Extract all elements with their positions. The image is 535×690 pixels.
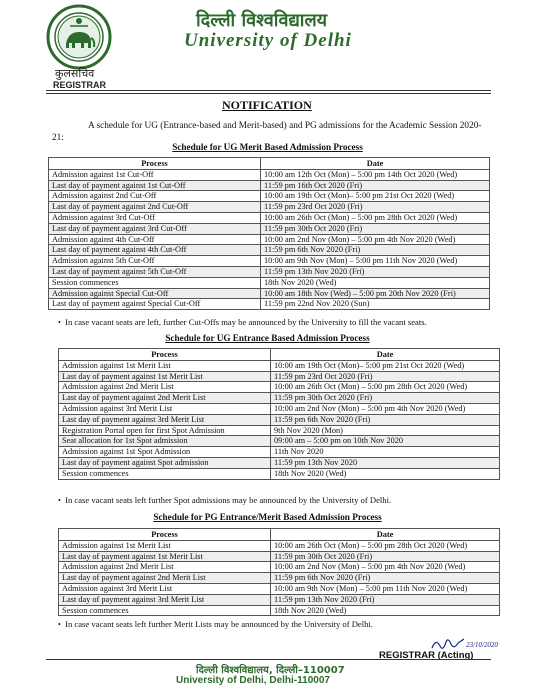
ug-merit-note: [58, 317, 427, 327]
date-cell: 10:00 am 2nd Nov (Mon) – 5:00 pm 4th Nov 2020 (Wed): [271, 403, 500, 414]
table-row: [49, 299, 490, 310]
bullet-icon: •: [58, 318, 61, 327]
process-cell: Admission against 3rd Merit List: [59, 403, 271, 414]
table-row: [59, 594, 500, 605]
table-row: [49, 277, 490, 288]
table-row: [59, 425, 500, 436]
table-row: [59, 562, 500, 573]
date-cell: 11th Nov 2020: [271, 447, 500, 458]
university-name-hindi: दिल्ली विश्वविद्यालय: [196, 10, 328, 31]
ug-merit-schedule-title: Schedule for UG Merit Based Admission Process: [172, 142, 363, 152]
process-cell: Admission against 2nd Merit List: [59, 382, 271, 393]
date-cell: 10:00 am 26th Oct (Mon) – 5:00 pm 28th Oct 2020 (Wed): [261, 212, 490, 223]
ug-merit-note-text: In case vacant seats are left, further Cut-Offs may be announced by the University to fill the vacant seats.: [65, 317, 427, 327]
table-row: [59, 371, 500, 382]
process-cell: Last day of payment against Special Cut-Off: [49, 299, 261, 310]
date-cell: 11:59 pm 13th Nov 2020 (Fri): [261, 266, 490, 277]
date-cell: 10:00 am 2nd Nov (Mon) – 5:00 pm 4th Nov 2020 (Wed): [271, 562, 500, 573]
pg-note-text: In case vacant seats left further Merit Lists may be announced by the University of Delhi.: [65, 619, 373, 629]
date-cell: 9th Nov 2020 (Mon): [271, 425, 500, 436]
registrar-label-english: REGISTRAR: [53, 80, 107, 90]
table-row: [59, 382, 500, 393]
table-row: [49, 245, 490, 256]
header-divider: [46, 90, 491, 91]
process-cell: Last day of payment against 4th Cut-Off: [49, 245, 261, 256]
date-cell: 09:00 am – 5:00 pm on 10th Nov 2020: [271, 436, 500, 447]
process-cell: Admission against 1st Cut-Off: [49, 169, 261, 180]
table-row: [49, 234, 490, 245]
table-row: [59, 360, 500, 371]
process-cell: Registration Portal open for first Spot Admission: [59, 425, 271, 436]
bullet-icon: •: [58, 620, 61, 629]
date-cell: 11:59 pm 13th Nov 2020: [271, 457, 500, 468]
table-row: [59, 605, 500, 616]
process-cell: Seat allocation for 1st Spot admission: [59, 436, 271, 447]
signature-date: 23/10/2020: [466, 641, 498, 649]
table-row: [49, 212, 490, 223]
process-cell: Session commences: [59, 605, 271, 616]
process-cell: Admission against 1st Merit List: [59, 540, 271, 551]
table-row: [59, 573, 500, 584]
date-cell: 18th Nov 2020 (Wed): [271, 468, 500, 479]
process-cell: Admission against Special Cut-Off: [49, 288, 261, 299]
date-cell: 11:59 pm 22nd Nov 2020 (Sun): [261, 299, 490, 310]
university-seal-logo: [46, 4, 112, 70]
process-cell: Last day of payment against 1st Merit List: [59, 551, 271, 562]
date-cell: 10:00 am 19th Oct (Mon)– 5:00 pm 21st Oct 2020 (Wed): [261, 191, 490, 202]
registrar-label-hindi: कुलसचिव: [55, 67, 95, 80]
process-cell: Last day of payment against 1st Merit List: [59, 371, 271, 382]
table-row: [49, 288, 490, 299]
process-column-header: Process: [59, 529, 271, 541]
table-row: [49, 266, 490, 277]
process-cell: Last day of payment against 5th Cut-Off: [49, 266, 261, 277]
ug-merit-table: [48, 157, 490, 310]
table-row: [49, 202, 490, 213]
notification-intro: A schedule for UG (Entrance-based and Merit-based) and PG admissions for the Academic Session 2020-21:: [52, 121, 482, 143]
process-cell: Admission against 1st Spot Admission: [59, 447, 271, 458]
table-row: [49, 180, 490, 191]
date-column-header: Date: [271, 349, 500, 361]
process-cell: Admission against 3rd Merit List: [59, 583, 271, 594]
date-cell: 10:00 am 26th Oct (Mon) – 5:00 pm 28th Oct 2020 (Wed): [271, 540, 500, 551]
table-row: [59, 457, 500, 468]
date-column-header: Date: [261, 158, 490, 170]
process-column-header: Process: [49, 158, 261, 170]
date-cell: 11:59 pm 30th Oct 2020 (Fri): [271, 551, 500, 562]
process-cell: Last day of payment against 1st Cut-Off: [49, 180, 261, 191]
date-cell: 18th Nov 2020 (Wed): [261, 277, 490, 288]
footer-address-hindi: दिल्ली विश्वविद्यालय, दिल्ली–110007: [196, 665, 345, 676]
date-cell: 11:59 pm 6th Nov 2020 (Fri): [261, 245, 490, 256]
date-column-header: Date: [271, 529, 500, 541]
footer-address-english: University of Delhi, Delhi-110007: [176, 675, 330, 686]
date-cell: 10:00 am 9th Nov (Mon) – 5:00 pm 11th Nov 2020 (Wed): [271, 583, 500, 594]
ug-entrance-schedule-title: Schedule for UG Entrance Based Admission Process: [165, 333, 370, 343]
table-row: [49, 256, 490, 267]
table-row: [59, 414, 500, 425]
process-cell: Admission against 5th Cut-Off: [49, 256, 261, 267]
pg-note: [58, 619, 373, 629]
table-row: [49, 191, 490, 202]
date-cell: 11:59 pm 6th Nov 2020 (Fri): [271, 573, 500, 584]
date-cell: 10:00 am 19th Oct (Mon)– 5:00 pm 21st Oct 2020 (Wed): [271, 360, 500, 371]
date-cell: 10:00 am 12th Oct (Mon) – 5:00 pm 14th Oct 2020 (Wed): [261, 169, 490, 180]
process-cell: Session commences: [49, 277, 261, 288]
footer-divider: [46, 659, 491, 660]
date-cell: 10:00 am 9th Nov (Mon) – 5:00 pm 11th Nov 2020 (Wed): [261, 256, 490, 267]
table-row: [59, 436, 500, 447]
process-cell: Admission against 4th Cut-Off: [49, 234, 261, 245]
header-divider-thin: [46, 93, 491, 94]
process-column-header: Process: [59, 349, 271, 361]
table-row: [59, 447, 500, 458]
table-row: [59, 583, 500, 594]
date-cell: 11:59 pm 13th Nov 2020 (Fri): [271, 594, 500, 605]
process-cell: Last day of payment against 2nd Merit List: [59, 573, 271, 584]
table-row: [59, 468, 500, 479]
process-cell: Session commences: [59, 468, 271, 479]
process-cell: Last day of payment against 3rd Cut-Off: [49, 223, 261, 234]
ug-entrance-table: [58, 348, 500, 480]
table-row: [49, 223, 490, 234]
process-cell: Admission against 2nd Merit List: [59, 562, 271, 573]
date-cell: 18th Nov 2020 (Wed): [271, 605, 500, 616]
date-cell: 11:59 pm 30th Oct 2020 (Fri): [271, 393, 500, 404]
process-cell: Admission against 3rd Cut-Off: [49, 212, 261, 223]
date-cell: 11:59 pm 30th Oct 2020 (Fri): [261, 223, 490, 234]
process-cell: Admission against 2nd Cut-Off: [49, 191, 261, 202]
date-cell: 11:59 pm 16th Oct 2020 (Fri): [261, 180, 490, 191]
process-cell: Last day of payment against 3rd Merit List: [59, 414, 271, 425]
process-cell: Last day of payment against 3rd Merit List: [59, 594, 271, 605]
table-row: [59, 551, 500, 562]
process-cell: Admission against 1st Merit List: [59, 360, 271, 371]
table-row: [59, 393, 500, 404]
ug-entrance-note: [58, 495, 391, 505]
date-cell: 10:00 am 26th Oct (Mon) – 5:00 pm 28th Oct 2020 (Wed): [271, 382, 500, 393]
university-name-english: University of Delhi: [184, 30, 352, 51]
date-cell: 10:00 am 18th Nov (Wed) – 5:00 pm 20th Nov 2020 (Fri): [261, 288, 490, 299]
table-row: [59, 403, 500, 414]
process-cell: Last day of payment against Spot admission: [59, 457, 271, 468]
date-cell: 10:00 am 2nd Nov (Mon) – 5:00 pm 4th Nov 2020 (Wed): [261, 234, 490, 245]
date-cell: 11:59 pm 6th Nov 2020 (Fri): [271, 414, 500, 425]
registrar-title: REGISTRAR (Acting): [379, 650, 474, 661]
bullet-icon: •: [58, 496, 61, 505]
pg-table: [58, 528, 500, 616]
ug-entrance-note-text: In case vacant seats left further Spot admissions may be announced by the University of Delhi.: [65, 495, 392, 505]
process-cell: Last day of payment against 2nd Cut-Off: [49, 202, 261, 213]
date-cell: 11:59 pm 23rd Oct 2020 (Fri): [261, 202, 490, 213]
table-row: [59, 540, 500, 551]
notification-heading: NOTIFICATION: [222, 98, 312, 112]
process-cell: Last day of payment against 2nd Merit List: [59, 393, 271, 404]
table-row: [49, 169, 490, 180]
pg-schedule-title: Schedule for PG Entrance/Merit Based Admission Process: [153, 512, 382, 522]
date-cell: 11:59 pm 23rd Oct 2020 (Fri): [271, 371, 500, 382]
